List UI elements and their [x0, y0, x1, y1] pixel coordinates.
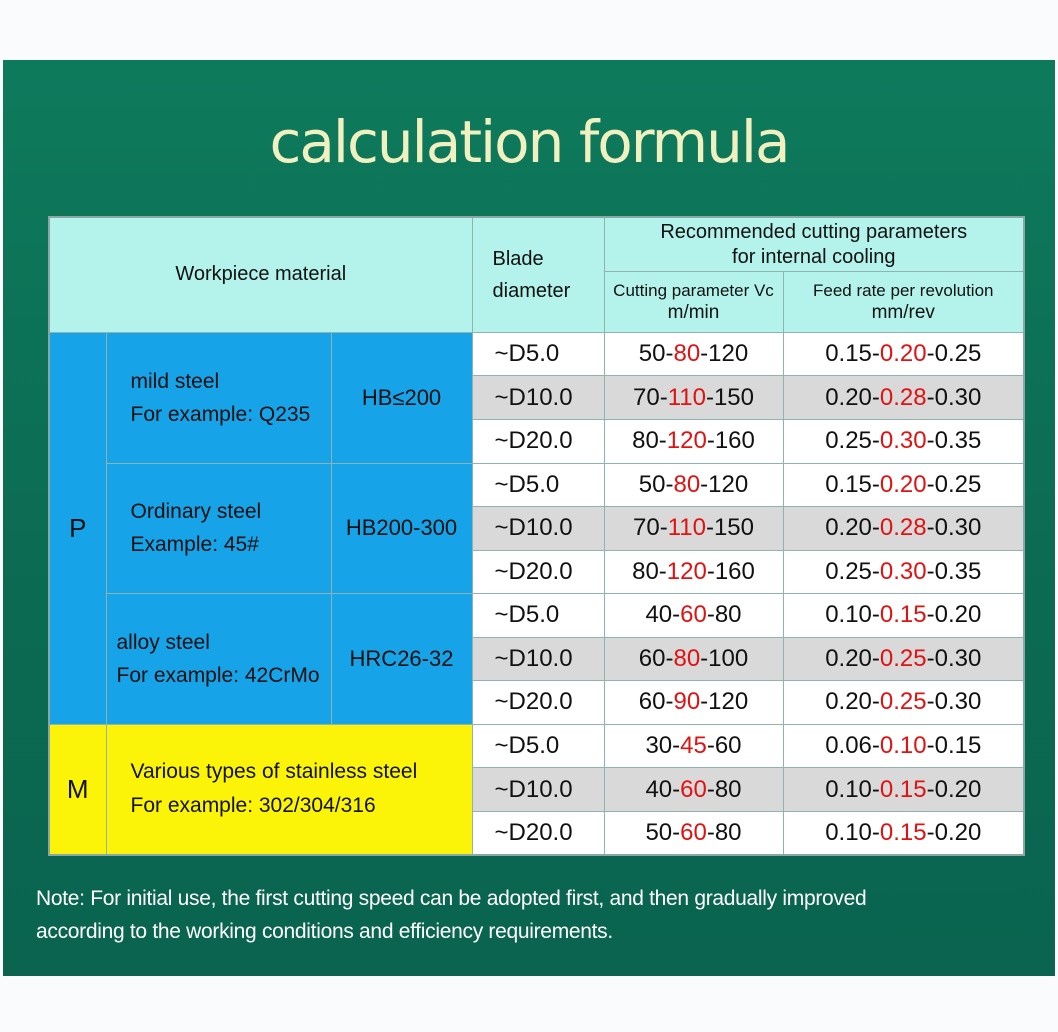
feed-rate-cell: [783, 507, 1024, 551]
range-min: 0.06-: [825, 731, 880, 759]
range-max: -0.30: [926, 514, 982, 542]
header-feed-label: Feed rate per revolution: [813, 281, 994, 301]
recommended-value: 0.25: [879, 688, 927, 716]
range-min: 0.10-: [825, 818, 880, 846]
recommended-value: 0.15: [879, 818, 927, 846]
recommended-value: 0.28: [879, 383, 927, 411]
feed-rate-cell: [783, 332, 1024, 376]
range-max: -60: [706, 731, 742, 759]
material-name-cell: [106, 594, 331, 725]
header-recommended: [604, 217, 1024, 272]
header-recommended-line2: for internal cooling: [732, 245, 896, 268]
range-min: 50-: [638, 340, 674, 368]
recommended-value: 0.15: [879, 601, 927, 629]
material-name-cell: [106, 463, 331, 594]
material-name: Ordinary steel: [130, 500, 262, 524]
material-class-cell: M: [49, 724, 106, 855]
feed-rate-cell: [783, 594, 1024, 638]
range-max: -0.20: [926, 775, 982, 803]
hardness-cell: HB≤200: [331, 332, 472, 463]
range-max: -0.20: [926, 601, 982, 629]
note-line1: Note: For initial use, the first cutting speed can be adopted first, and then gradually improved: [36, 887, 867, 910]
cutting-speed-cell: [604, 419, 783, 463]
cutting-speed-cell: [604, 376, 783, 420]
recommended-value: 0.20: [879, 340, 927, 368]
recommended-value: 0.30: [879, 427, 927, 455]
material-name: alloy steel: [116, 630, 210, 654]
hardness-cell: HRC26-32: [331, 594, 472, 725]
material-name: Various types of stainless steel: [130, 760, 418, 784]
range-min: 40-: [645, 775, 681, 803]
recommended-value: 80: [673, 644, 701, 672]
blade-diameter-cell: ~D20.0: [472, 550, 604, 594]
range-max: -120: [700, 470, 749, 498]
range-max: -150: [705, 383, 754, 411]
feed-rate-cell: [783, 419, 1024, 463]
range-max: -0.30: [926, 644, 982, 672]
recommended-value: 60: [680, 601, 707, 629]
feed-rate-cell: [783, 724, 1024, 768]
blade-diameter-cell: ~D10.0: [472, 376, 604, 420]
blade-diameter-cell: ~D5.0: [472, 332, 604, 376]
cutting-speed-cell: [604, 507, 783, 551]
recommended-value: 0.10: [879, 731, 927, 759]
range-max: -160: [706, 427, 755, 455]
range-max: -80: [706, 818, 742, 846]
range-min: 40-: [645, 601, 681, 629]
header-vc: [604, 272, 783, 333]
range-max: -80: [706, 601, 742, 629]
range-min: 0.10-: [825, 601, 880, 629]
range-max: -120: [700, 688, 749, 716]
feed-rate-cell: [783, 550, 1024, 594]
range-min: 60-: [638, 644, 674, 672]
range-min: 0.15-: [825, 340, 880, 368]
note-line2: according to the working conditions and efficiency requirements.: [36, 920, 613, 943]
header-blade-diameter: [472, 217, 604, 332]
material-name-cell: [106, 332, 331, 463]
footnote: [36, 882, 1026, 948]
header-workpiece-material: Workpiece material: [49, 217, 472, 332]
blade-diameter-cell: ~D10.0: [472, 637, 604, 681]
recommended-value: 0.15: [879, 775, 927, 803]
cutting-speed-cell: [604, 594, 783, 638]
range-min: 80-: [632, 557, 667, 585]
range-max: -150: [705, 514, 754, 542]
cutting-speed-cell: [604, 637, 783, 681]
recommended-value: 60: [680, 818, 707, 846]
header-vc-label: Cutting parameter Vc: [613, 281, 774, 301]
cutting-speed-cell: [604, 724, 783, 768]
cutting-speed-cell: [604, 811, 783, 855]
range-max: -0.25: [926, 470, 982, 498]
range-min: 50-: [638, 470, 674, 498]
material-name: mild steel: [130, 369, 220, 393]
recommended-value: 120: [666, 557, 707, 585]
range-max: -80: [706, 775, 742, 803]
hardness-cell: HB200-300: [331, 463, 472, 594]
recommended-value: 0.28: [879, 514, 927, 542]
range-min: 80-: [632, 427, 667, 455]
recommended-value: 80: [673, 340, 701, 368]
feed-rate-cell: [783, 768, 1024, 812]
cutting-speed-cell: [604, 768, 783, 812]
table-row: [49, 594, 1024, 638]
range-min: 0.10-: [825, 775, 880, 803]
range-min: 0.20-: [825, 514, 880, 542]
blade-diameter-cell: ~D10.0: [472, 768, 604, 812]
range-max: -0.20: [926, 818, 982, 846]
blade-diameter-cell: ~D20.0: [472, 681, 604, 725]
range-min: 30-: [645, 731, 681, 759]
range-min: 70-: [633, 514, 668, 542]
header-recommended-line1: Recommended cutting parameters: [660, 220, 968, 243]
range-min: 0.20-: [825, 383, 880, 411]
header-vc-unit: m/min: [667, 302, 720, 324]
range-max: -0.25: [926, 340, 982, 368]
blade-diameter-cell: ~D20.0: [472, 811, 604, 855]
recommended-value: 0.30: [879, 557, 927, 585]
blade-diameter-cell: ~D20.0: [472, 419, 604, 463]
range-min: 60-: [638, 688, 674, 716]
cutting-speed-cell: [604, 463, 783, 507]
cutting-speed-cell: [604, 332, 783, 376]
recommended-value: 0.20: [879, 470, 927, 498]
range-min: 0.20-: [825, 688, 880, 716]
range-max: -100: [700, 644, 749, 672]
range-max: -0.30: [926, 688, 982, 716]
recommended-value: 60: [680, 775, 707, 803]
range-max: -160: [706, 557, 755, 585]
header-blade-line1: Blade: [492, 247, 544, 270]
table-row: [49, 332, 1024, 376]
cutting-speed-cell: [604, 550, 783, 594]
recommended-value: 45: [680, 731, 707, 759]
range-min: 50-: [645, 818, 681, 846]
recommended-value: 80: [673, 470, 701, 498]
feed-rate-cell: [783, 376, 1024, 420]
material-name-cell: [106, 724, 472, 855]
range-max: -0.30: [926, 383, 982, 411]
blade-diameter-cell: ~D5.0: [472, 594, 604, 638]
material-example: Example: 45#: [130, 533, 259, 557]
feed-rate-cell: [783, 811, 1024, 855]
table-row: [49, 724, 1024, 768]
cutting-parameters-table: [48, 216, 1025, 856]
range-max: -0.35: [926, 557, 982, 585]
blade-diameter-cell: ~D5.0: [472, 463, 604, 507]
range-min: 70-: [633, 383, 668, 411]
range-max: -120: [700, 340, 749, 368]
recommended-value: 110: [667, 383, 706, 411]
header-blade-line2: diameter: [492, 279, 571, 302]
recommended-value: 0.25: [879, 644, 927, 672]
page-title: calculation formula: [269, 108, 789, 176]
feed-rate-cell: [783, 681, 1024, 725]
table-row: [49, 463, 1024, 507]
material-class-cell: P: [49, 332, 106, 724]
recommended-value: 110: [667, 514, 706, 542]
cutting-speed-cell: [604, 681, 783, 725]
range-max: -0.15: [926, 731, 982, 759]
feed-rate-cell: [783, 637, 1024, 681]
feed-rate-cell: [783, 463, 1024, 507]
material-example: For example: Q235: [130, 402, 311, 426]
range-min: 0.25-: [825, 557, 880, 585]
range-min: 0.25-: [825, 427, 880, 455]
blade-diameter-cell: ~D10.0: [472, 507, 604, 551]
material-example: For example: 302/304/316: [130, 794, 376, 818]
material-example: For example: 42CrMo: [116, 663, 320, 687]
header-feed-unit: mm/rev: [871, 302, 935, 324]
range-min: 0.20-: [825, 644, 880, 672]
recommended-value: 120: [666, 427, 707, 455]
header-feed: [783, 272, 1024, 333]
recommended-value: 90: [673, 688, 701, 716]
range-min: 0.15-: [825, 470, 880, 498]
blade-diameter-cell: ~D5.0: [472, 724, 604, 768]
range-max: -0.35: [926, 427, 982, 455]
